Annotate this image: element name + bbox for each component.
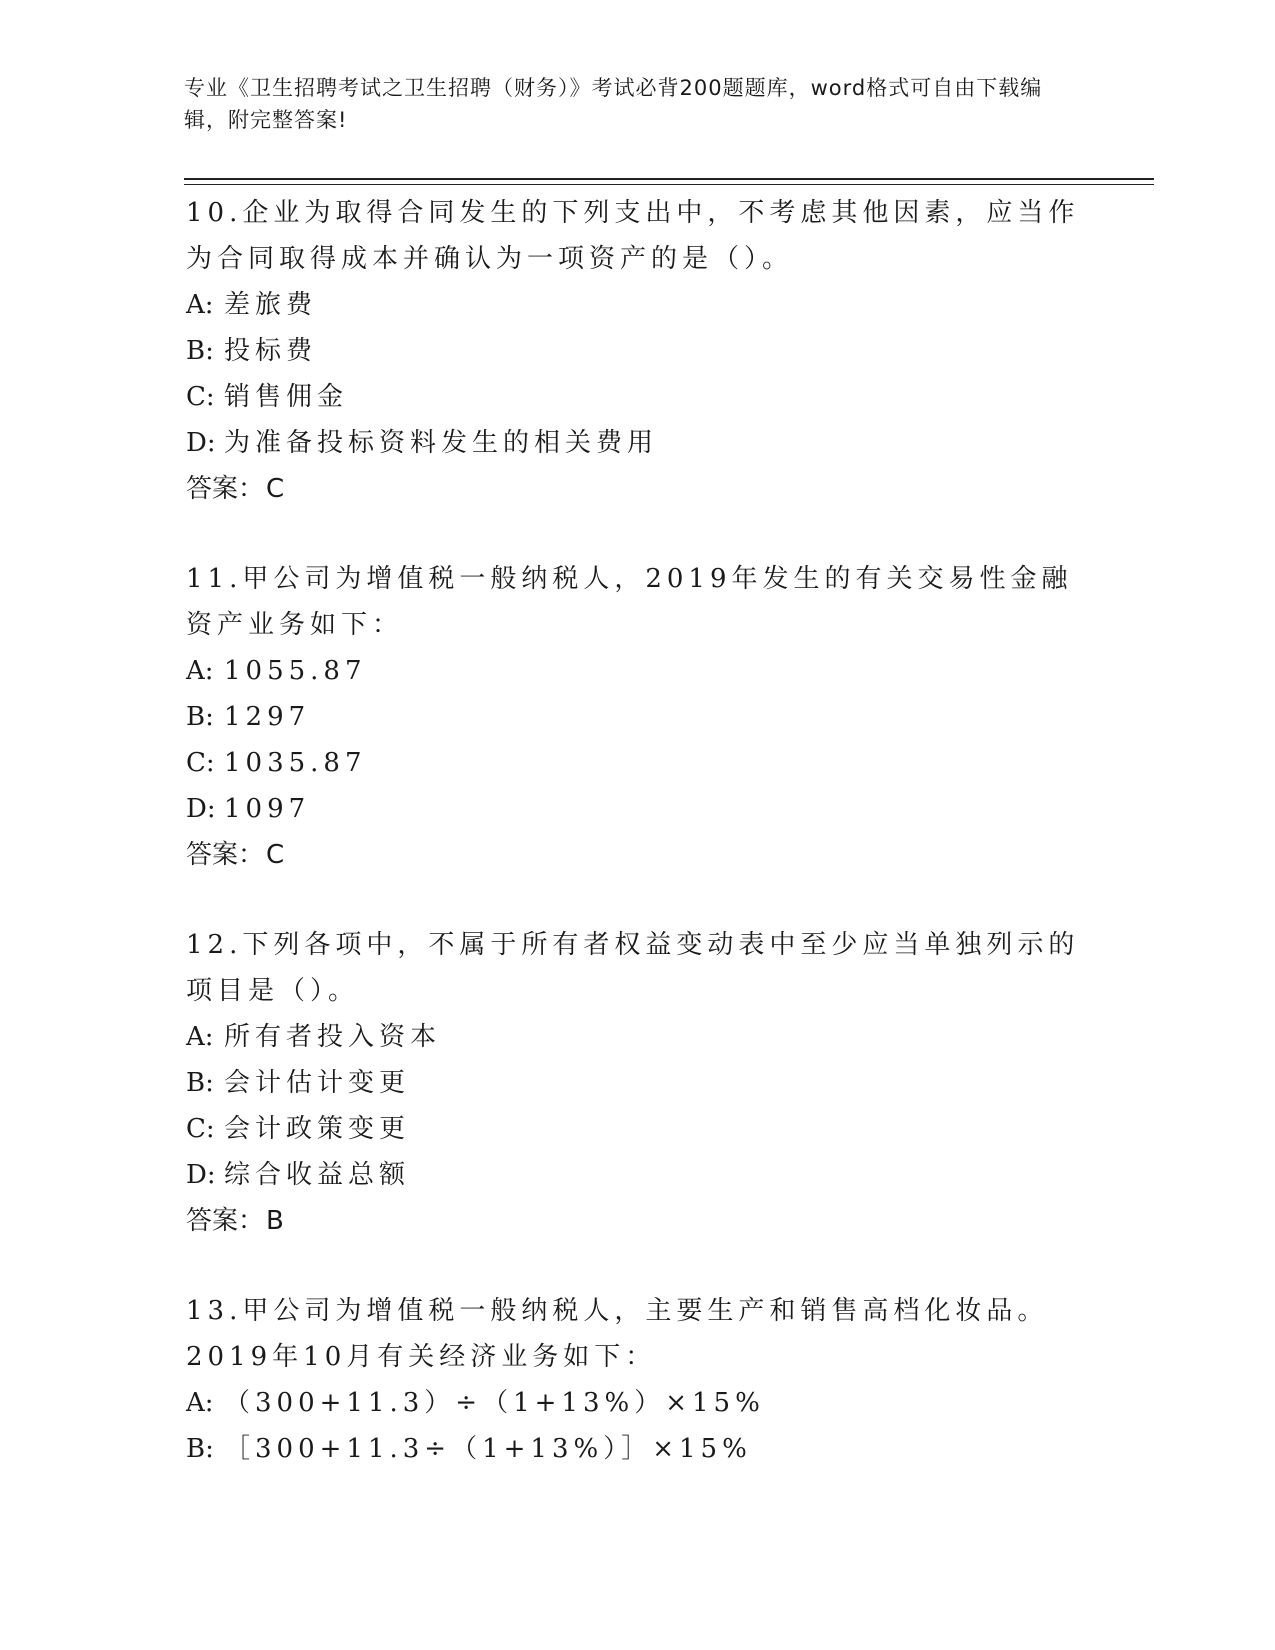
- option-b: [186, 328, 1086, 374]
- answer-line: [186, 832, 1086, 878]
- answer-line: [186, 466, 1086, 512]
- option-text: 为准备投标资料发生的相关费用: [224, 428, 659, 458]
- answer-line: [186, 1198, 1086, 1244]
- option-letter: A:: [186, 1022, 214, 1052]
- option-text: ［300+11.3÷（1+13%）］×15%: [224, 1434, 752, 1464]
- option-letter: B:: [186, 336, 214, 366]
- question-list: [186, 190, 1086, 1516]
- option-text: 销售佣金: [224, 382, 349, 412]
- option-b: [186, 694, 1086, 740]
- option-text: 1035.87: [224, 748, 367, 778]
- option-text: 1097: [224, 794, 311, 824]
- header-title: 专业《卫生招聘考试之卫生招聘（财务）》考试必背200题题库，word格式可自由下载编辑，附完整答案!: [184, 76, 1043, 132]
- option-letter: B:: [186, 1068, 214, 1098]
- option-a: [186, 1380, 1086, 1426]
- answer-value: C: [266, 474, 285, 504]
- answer-value: C: [266, 840, 285, 870]
- option-a: [186, 648, 1086, 694]
- option-c: [186, 374, 1086, 420]
- option-text: （300+11.3）÷（1+13%）×15%: [224, 1388, 765, 1418]
- answer-label: 答案：: [186, 474, 265, 504]
- option-text: 1297: [224, 702, 311, 732]
- option-text: 会计估计变更: [224, 1068, 411, 1098]
- option-letter: B:: [186, 1434, 214, 1464]
- question-11: [186, 556, 1086, 878]
- question-10: [186, 190, 1086, 512]
- answer-label: 答案：: [186, 1206, 265, 1236]
- header-divider-top: [184, 178, 1154, 180]
- option-letter: C:: [186, 382, 215, 412]
- option-letter: D:: [186, 428, 216, 458]
- option-b: [186, 1426, 1086, 1472]
- option-a: [186, 1014, 1086, 1060]
- question-12: [186, 922, 1086, 1244]
- option-text: 综合收益总额: [224, 1160, 411, 1190]
- option-d: [186, 1152, 1086, 1198]
- question-13: [186, 1288, 1086, 1472]
- option-letter: A:: [186, 1388, 214, 1418]
- option-letter: D:: [186, 794, 216, 824]
- option-text: 所有者投入资本: [224, 1022, 442, 1052]
- option-d: [186, 786, 1086, 832]
- option-letter: D:: [186, 1160, 216, 1190]
- question-stem: 11.甲公司为增值税一般纳税人，2019年发生的有关交易性金融资产业务如下：: [186, 564, 1073, 640]
- option-b: [186, 1060, 1086, 1106]
- option-text: 差旅费: [224, 290, 318, 320]
- option-c: [186, 740, 1086, 786]
- document-header: [184, 72, 1064, 136]
- option-text: 会计政策变更: [224, 1114, 411, 1144]
- option-letter: C:: [186, 748, 215, 778]
- question-stem: 10.企业为取得合同发生的下列支出中，不考虑其他因素，应当作为合同取得成本并确认为一项资产的是（）。: [186, 198, 1080, 274]
- option-c: [186, 1106, 1086, 1152]
- option-a: [186, 282, 1086, 328]
- answer-label: 答案：: [186, 840, 265, 870]
- answer-value: B: [266, 1206, 284, 1236]
- option-letter: A:: [186, 656, 214, 686]
- option-text: 1055.87: [224, 656, 367, 686]
- option-letter: B:: [186, 702, 214, 732]
- option-d: [186, 420, 1086, 466]
- question-stem: 13.甲公司为增值税一般纳税人，主要生产和销售高档化妆品。2019年10月有关经济业务如下：: [186, 1296, 1049, 1372]
- question-stem: 12.下列各项中，不属于所有者权益变动表中至少应当单独列示的项目是（）。: [186, 930, 1080, 1006]
- option-letter: C:: [186, 1114, 215, 1144]
- option-text: 投标费: [224, 336, 318, 366]
- option-letter: A:: [186, 290, 214, 320]
- header-divider-bottom: [184, 184, 1154, 185]
